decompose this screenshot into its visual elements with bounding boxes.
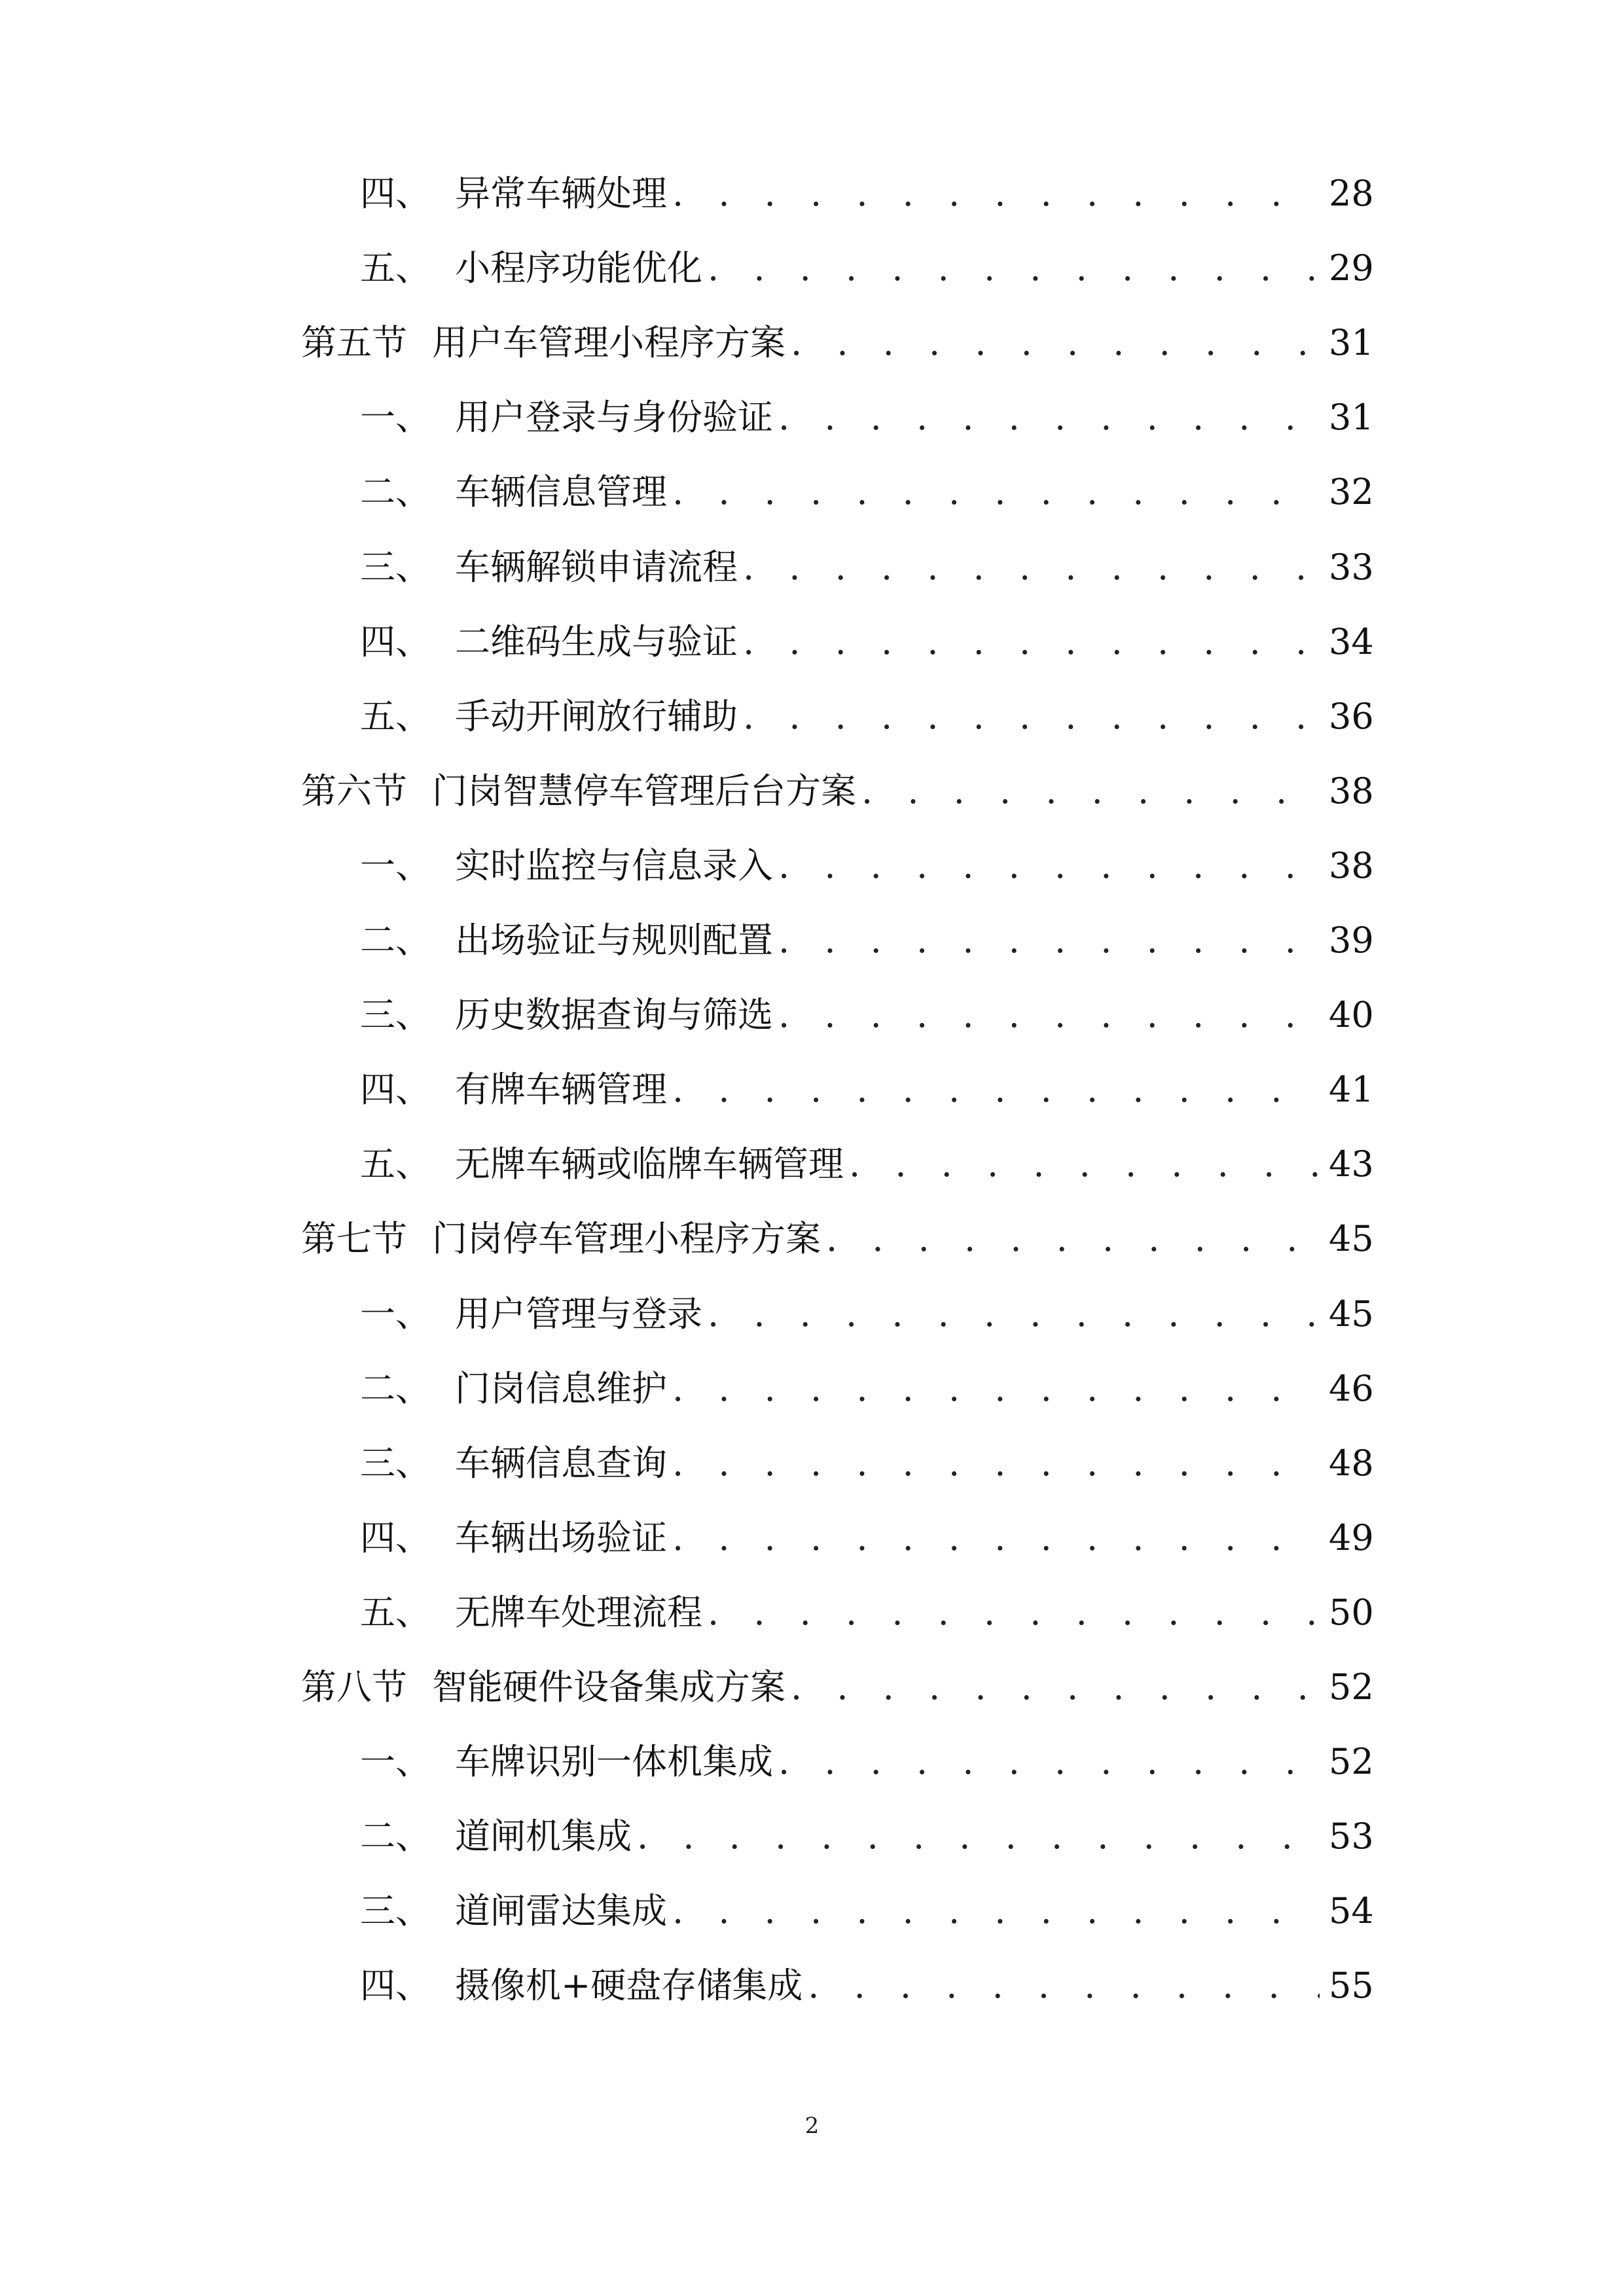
toc-dot-leader: [778, 911, 1320, 970]
toc-entry-title: 异常车辆处理: [455, 173, 667, 214]
toc-entry-title: 道闸机集成: [455, 1816, 632, 1857]
page-number: 2: [804, 2113, 820, 2139]
toc-entry-marker: 三、: [360, 1443, 431, 1484]
toc-entry-title: 摄像机+硬盘存储集成: [455, 1965, 803, 2006]
toc-entry-marker: 五、: [360, 247, 431, 289]
toc-entry-title: 车辆解锁申请流程: [455, 547, 738, 588]
toc-dot-leader: [849, 1135, 1320, 1194]
toc-dot-leader: [672, 1509, 1320, 1568]
toc-entry-title: 道闸雷达集成: [455, 1890, 667, 1931]
toc-entry-marker: 五、: [360, 1143, 431, 1185]
toc-item-entry[interactable]: [360, 1434, 1374, 1493]
toc-entry-marker: 三、: [360, 994, 431, 1035]
toc-entry-page-number: 50: [1329, 1592, 1374, 1633]
toc-dot-leader: [672, 164, 1320, 223]
toc-entry-title: 小程序功能优化: [455, 247, 702, 289]
toc-entry-title: 历史数据查询与筛选: [455, 994, 773, 1035]
toc-dot-leader: [672, 1434, 1320, 1493]
toc-item-entry[interactable]: [360, 986, 1374, 1045]
toc-dot-leader: [637, 1807, 1320, 1866]
toc-entry-page-number: 43: [1329, 1143, 1374, 1185]
toc-dot-leader: [808, 1956, 1320, 2015]
toc-dot-leader: [826, 1210, 1320, 1268]
toc-dot-leader: [778, 986, 1320, 1045]
toc-entry-page-number: 45: [1329, 1218, 1374, 1259]
toc-entry-page-number: 52: [1329, 1666, 1374, 1708]
toc-entry-title: 车辆信息查询: [455, 1443, 667, 1484]
toc-entry-page-number: 28: [1329, 173, 1374, 214]
toc-entry-title: 用户登录与身份验证: [455, 397, 773, 438]
toc-item-entry[interactable]: [360, 911, 1374, 970]
toc-entry-marker: 第五节: [301, 322, 407, 363]
toc-entry-marker: 四、: [360, 621, 431, 662]
toc-entry-title: 出场验证与规则配置: [455, 920, 773, 961]
toc-entry-marker: 二、: [360, 471, 431, 512]
toc-dot-leader: [708, 1583, 1320, 1642]
toc-entry-marker: 第六节: [301, 770, 407, 812]
toc-dot-leader: [778, 1732, 1320, 1791]
toc-entry-page-number: 36: [1329, 696, 1374, 737]
toc-entry-page-number: 55: [1329, 1965, 1374, 2006]
toc-dot-leader: [778, 388, 1320, 447]
toc-entry-marker: 三、: [360, 547, 431, 588]
toc-dot-leader: [743, 538, 1320, 597]
toc-entry-page-number: 52: [1329, 1741, 1374, 1782]
toc-entry-marker: 一、: [360, 1741, 431, 1782]
toc-entry-marker: 四、: [360, 1965, 431, 2006]
toc-dot-leader: [791, 314, 1320, 372]
toc-entry-page-number: 29: [1329, 247, 1374, 289]
toc-dot-leader: [672, 1060, 1320, 1119]
toc-entry-title: 门岗停车管理小程序方案: [432, 1218, 821, 1259]
toc-entry-page-number: 46: [1329, 1368, 1374, 1409]
toc-entry-title: 二维码生成与验证: [455, 621, 738, 662]
toc-item-entry[interactable]: [360, 687, 1374, 746]
toc-item-entry[interactable]: [360, 836, 1374, 895]
toc-entry-title: 手动开闸放行辅助: [455, 696, 738, 737]
toc-item-entry[interactable]: [360, 239, 1374, 298]
toc-item-entry[interactable]: [360, 1359, 1374, 1418]
toc-entry-page-number: 32: [1329, 471, 1374, 512]
toc-dot-leader: [672, 463, 1320, 522]
toc-entry-marker: 四、: [360, 1069, 431, 1110]
toc-entry-page-number: 33: [1329, 547, 1374, 588]
toc-entry-title: 门岗信息维护: [455, 1368, 667, 1409]
toc-entry-page-number: 39: [1329, 920, 1374, 961]
toc-dot-leader: [743, 613, 1320, 672]
toc-entry-title: 车牌识别一体机集成: [455, 1741, 773, 1782]
toc-entry-marker: 五、: [360, 696, 431, 737]
toc-entry-title: 智能硬件设备集成方案: [432, 1666, 785, 1708]
toc-entry-title: 实时监控与信息录入: [455, 845, 773, 886]
toc-item-entry[interactable]: [360, 164, 1374, 223]
toc-dot-leader: [672, 1359, 1320, 1418]
toc-entry-marker: 三、: [360, 1890, 431, 1931]
toc-entry-page-number: 31: [1329, 397, 1374, 438]
toc-item-entry[interactable]: [360, 1807, 1374, 1866]
toc-dot-leader: [743, 687, 1320, 746]
toc-dot-leader: [672, 1882, 1320, 1941]
toc-entry-page-number: 53: [1329, 1816, 1374, 1857]
toc-item-entry[interactable]: [360, 1732, 1374, 1791]
toc-entry-title: 车辆信息管理: [455, 471, 667, 512]
toc-entry-title: 有牌车辆管理: [455, 1069, 667, 1110]
toc-item-entry[interactable]: [360, 1956, 1374, 2015]
toc-entry-title: 无牌车辆或临牌车辆管理: [455, 1143, 844, 1185]
toc-entry-page-number: 49: [1329, 1517, 1374, 1558]
toc-entry-marker: 一、: [360, 1293, 431, 1335]
toc-entry-marker: 第七节: [301, 1218, 407, 1259]
toc-entry-page-number: 45: [1329, 1293, 1374, 1335]
toc-item-entry[interactable]: [360, 463, 1374, 522]
toc-dot-leader: [708, 1285, 1320, 1344]
toc-entry-title: 门岗智慧停车管理后台方案: [432, 770, 856, 812]
toc-item-entry[interactable]: [360, 538, 1374, 597]
toc-entry-page-number: 54: [1329, 1890, 1374, 1931]
toc-entry-page-number: 41: [1329, 1069, 1374, 1110]
toc-entry-marker: 二、: [360, 920, 431, 961]
toc-entry-marker: 四、: [360, 173, 431, 214]
toc-dot-leader: [861, 762, 1320, 821]
toc-entry-page-number: 38: [1329, 770, 1374, 812]
toc-entry-page-number: 34: [1329, 621, 1374, 662]
toc-item-entry[interactable]: [360, 1509, 1374, 1568]
toc-section-entry[interactable]: [301, 1210, 1374, 1268]
toc-dot-leader: [778, 836, 1320, 895]
toc-item-entry[interactable]: [360, 1882, 1374, 1941]
toc-entry-title: 无牌车处理流程: [455, 1592, 702, 1633]
toc-item-entry[interactable]: [360, 1583, 1374, 1642]
toc-entry-page-number: 40: [1329, 994, 1374, 1035]
toc-entry-page-number: 48: [1329, 1443, 1374, 1484]
toc-section-entry[interactable]: [301, 314, 1374, 372]
toc-entry-marker: 五、: [360, 1592, 431, 1633]
toc-entry-marker: 一、: [360, 397, 431, 438]
toc-entry-marker: 一、: [360, 845, 431, 886]
toc-entry-page-number: 38: [1329, 845, 1374, 886]
toc-section-entry[interactable]: [301, 762, 1374, 821]
toc-dot-leader: [791, 1658, 1320, 1717]
toc-item-entry[interactable]: [360, 1135, 1374, 1194]
toc-entry-title: 用户管理与登录: [455, 1293, 702, 1335]
toc-section-entry[interactable]: [301, 1658, 1374, 1717]
toc-item-entry[interactable]: [360, 1285, 1374, 1344]
toc-entry-marker: 二、: [360, 1816, 431, 1857]
toc-entry-marker: 四、: [360, 1517, 431, 1558]
toc-entry-marker: 二、: [360, 1368, 431, 1409]
toc-entry-title: 用户车管理小程序方案: [432, 322, 785, 363]
toc-item-entry[interactable]: [360, 613, 1374, 672]
toc-item-entry[interactable]: [360, 1060, 1374, 1119]
toc-entry-page-number: 31: [1329, 322, 1374, 363]
toc-item-entry[interactable]: [360, 388, 1374, 447]
toc-entry-title: 车辆出场验证: [455, 1517, 667, 1558]
toc-entry-marker: 第八节: [301, 1666, 407, 1708]
toc-dot-leader: [708, 239, 1320, 298]
